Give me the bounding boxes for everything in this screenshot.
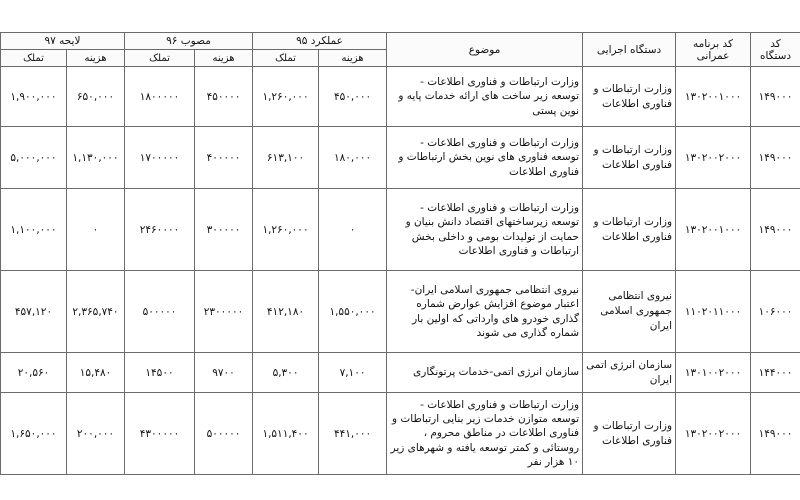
cell-subject: سازمان انرژی اتمی-خدمات پرتونگاری <box>387 353 583 393</box>
cell-b97-cost: ۶۵۰,۰۰۰ <box>67 67 125 127</box>
cell-p95-asset: ۴۱۲,۱۸۰ <box>253 271 319 353</box>
cell-p95-asset: ۱,۲۶۰,۰۰۰ <box>253 67 319 127</box>
table-row <box>1 271 800 353</box>
cell-device-code: ۱۴۹۰۰۰ <box>751 393 800 475</box>
header-bill-97: لایحه ۹۷ <box>1 33 125 50</box>
cell-executive-org: وزارت ارتباطات و فناوری اطلاعات <box>593 143 673 171</box>
cell-executive-org: سازمان انرژی اتمی ایران <box>586 358 673 386</box>
cell-b97-cost: ۱۵,۴۸۰ <box>67 353 125 393</box>
cell-p95-cost: ۴۵۰,۰۰۰ <box>319 67 387 127</box>
header-b97-cost: هزینه <box>67 50 125 67</box>
cell-b97-asset: ۴۵۷,۱۲۰ <box>1 271 67 353</box>
table-row <box>1 127 800 189</box>
cell-a96-asset: ۵۰۰۰۰۰ <box>125 271 195 353</box>
cell-program-code: ۱۳۰۲۰۰۲۰۰۰ <box>676 127 751 189</box>
cell-program-code: ۱۳۰۱۰۰۲۰۰۰ <box>676 353 751 393</box>
cell-b97-cost: ۲۰۰,۰۰۰ <box>67 393 125 475</box>
cell-device-code: ۱۴۹۰۰۰ <box>751 67 800 127</box>
cell-subject: وزارت ارتباطات و فناوری اطلاعات - توسعه فناوری های نوین بخش ارتباطات و فناوری اطلاعات <box>387 127 583 189</box>
cell-executive-org: وزارت ارتباطات و فناوری اطلاعات <box>593 419 673 447</box>
cell-subject: وزارت ارتباطات و فناوری اطلاعات - توسعه متوازن خدمات زیر بنایی ارتباطات و فناوری اطلاعات در مناطق محروم ، روستائی و کمتر توسعه یافته و شهرهای زیر ۱۰ هزار نفر <box>387 393 583 475</box>
cell-b97-asset: ۲۰,۵۶۰ <box>1 353 67 393</box>
header-approved-96: مصوب ۹۶ <box>125 33 253 50</box>
header-p95-asset: تملک <box>253 50 319 67</box>
cell-p95-asset: ۱,۵۱۱,۴۰۰ <box>253 393 319 475</box>
header-p95-cost: هزینه <box>319 50 387 67</box>
table-row <box>1 353 800 393</box>
table-row <box>1 67 800 127</box>
cell-p95-cost: ۰ <box>319 189 387 271</box>
cell-a96-asset: ۱۴۵۰۰ <box>125 353 195 393</box>
cell-p95-asset: ۱,۲۶۰,۰۰۰ <box>253 189 319 271</box>
cell-b97-asset: ۱,۹۰۰,۰۰۰ <box>1 67 67 127</box>
cell-program-code: ۱۳۰۲۰۰۱۰۰۰ <box>676 67 751 127</box>
cell-executive-org: وزارت ارتباطات و فناوری اطلاعات <box>593 82 673 110</box>
cell-b97-asset: ۱,۱۰۰,۰۰۰ <box>1 189 67 271</box>
cell-program-code: ۱۳۰۲۰۰۲۰۰۰ <box>676 393 751 475</box>
cell-b97-cost: ۱,۱۳۰,۰۰۰ <box>67 127 125 189</box>
cell-executive-org: نیروی انتظامی جمهوری اسلامی ایران <box>600 290 673 332</box>
cell-a96-cost: ۴۵۰۰۰۰ <box>195 67 253 127</box>
header-program-code: کد برنامه عمرانی <box>676 33 751 67</box>
cell-p95-cost: ۷,۱۰۰ <box>319 353 387 393</box>
cell-executive-org: وزارت ارتباطات و فناوری اطلاعات <box>593 215 673 243</box>
cell-device-code: ۱۰۶۰۰۰ <box>751 271 800 353</box>
cell-subject: نیروی انتظامی جمهوری اسلامی ایران-اعتبار موضوع افزایش عوارض شماره گذاری خودرو های وارداتی که اولین بار شماره گذاری می شوند <box>387 271 583 353</box>
cell-p95-asset: ۶۱۳,۱۰۰ <box>253 127 319 189</box>
cell-p95-cost: ۱,۵۵۰,۰۰۰ <box>319 271 387 353</box>
cell-p95-cost: ۱۸۰,۰۰۰ <box>319 127 387 189</box>
table-row <box>1 393 800 475</box>
cell-a96-asset: ۱۸۰۰۰۰۰ <box>125 67 195 127</box>
header-a96-cost: هزینه <box>195 50 253 67</box>
header-performance-95: عملکرد ۹۵ <box>253 33 387 50</box>
cell-a96-cost: ۹۷۰۰ <box>195 353 253 393</box>
cell-subject: وزارت ارتباطات و فناوری اطلاعات - توسعه زیر ساخت های ارائه خدمات پایه و نوین پستی <box>387 67 583 127</box>
cell-subject: وزارت ارتباطات و فناوری اطلاعات - توسعه زیرساختهای اقتصاد دانش بنیان و حمایت از تولیدات بومی و داخلی بخش ارتباطات و فناوری اطلاعات <box>387 189 583 271</box>
header-subject: موضوع <box>387 33 583 67</box>
cell-p95-asset: ۵,۳۰۰ <box>253 353 319 393</box>
header-executive-org: دستگاه اجرایی <box>583 33 676 67</box>
cell-device-code: ۱۴۹۰۰۰ <box>751 189 800 271</box>
cell-device-code: ۱۴۴۰۰۰ <box>751 353 800 393</box>
cell-device-code: ۱۴۹۰۰۰ <box>751 127 800 189</box>
header-b97-asset: تملک <box>1 50 67 67</box>
cell-a96-asset: ۱۷۰۰۰۰۰ <box>125 127 195 189</box>
cell-b97-asset: ۱,۶۵۰,۰۰۰ <box>1 393 67 475</box>
cell-b97-cost: ۲,۳۶۵,۷۴۰ <box>67 271 125 353</box>
cell-p95-cost: ۴۴۱,۰۰۰ <box>319 393 387 475</box>
cell-a96-asset: ۴۳۰۰۰۰۰ <box>125 393 195 475</box>
cell-program-code: ۱۳۰۲۰۰۱۰۰۰ <box>676 189 751 271</box>
cell-program-code: ۱۱۰۲۰۱۱۰۰۰ <box>676 271 751 353</box>
cell-a96-cost: ۳۰۰۰۰۰ <box>195 189 253 271</box>
header-a96-asset: تملک <box>125 50 195 67</box>
cell-a96-cost: ۵۰۰۰۰۰ <box>195 393 253 475</box>
cell-b97-cost: ۰ <box>67 189 125 271</box>
cell-a96-cost: ۴۰۰۰۰۰ <box>195 127 253 189</box>
cell-b97-asset: ۵,۰۰۰,۰۰۰ <box>1 127 67 189</box>
header-device-code: کد دستگاه <box>751 33 800 67</box>
table-row <box>1 189 800 271</box>
cell-a96-cost: ۲۳۰۰۰۰۰ <box>195 271 253 353</box>
budget-table <box>0 32 800 475</box>
cell-a96-asset: ۲۴۶۰۰۰۰ <box>125 189 195 271</box>
